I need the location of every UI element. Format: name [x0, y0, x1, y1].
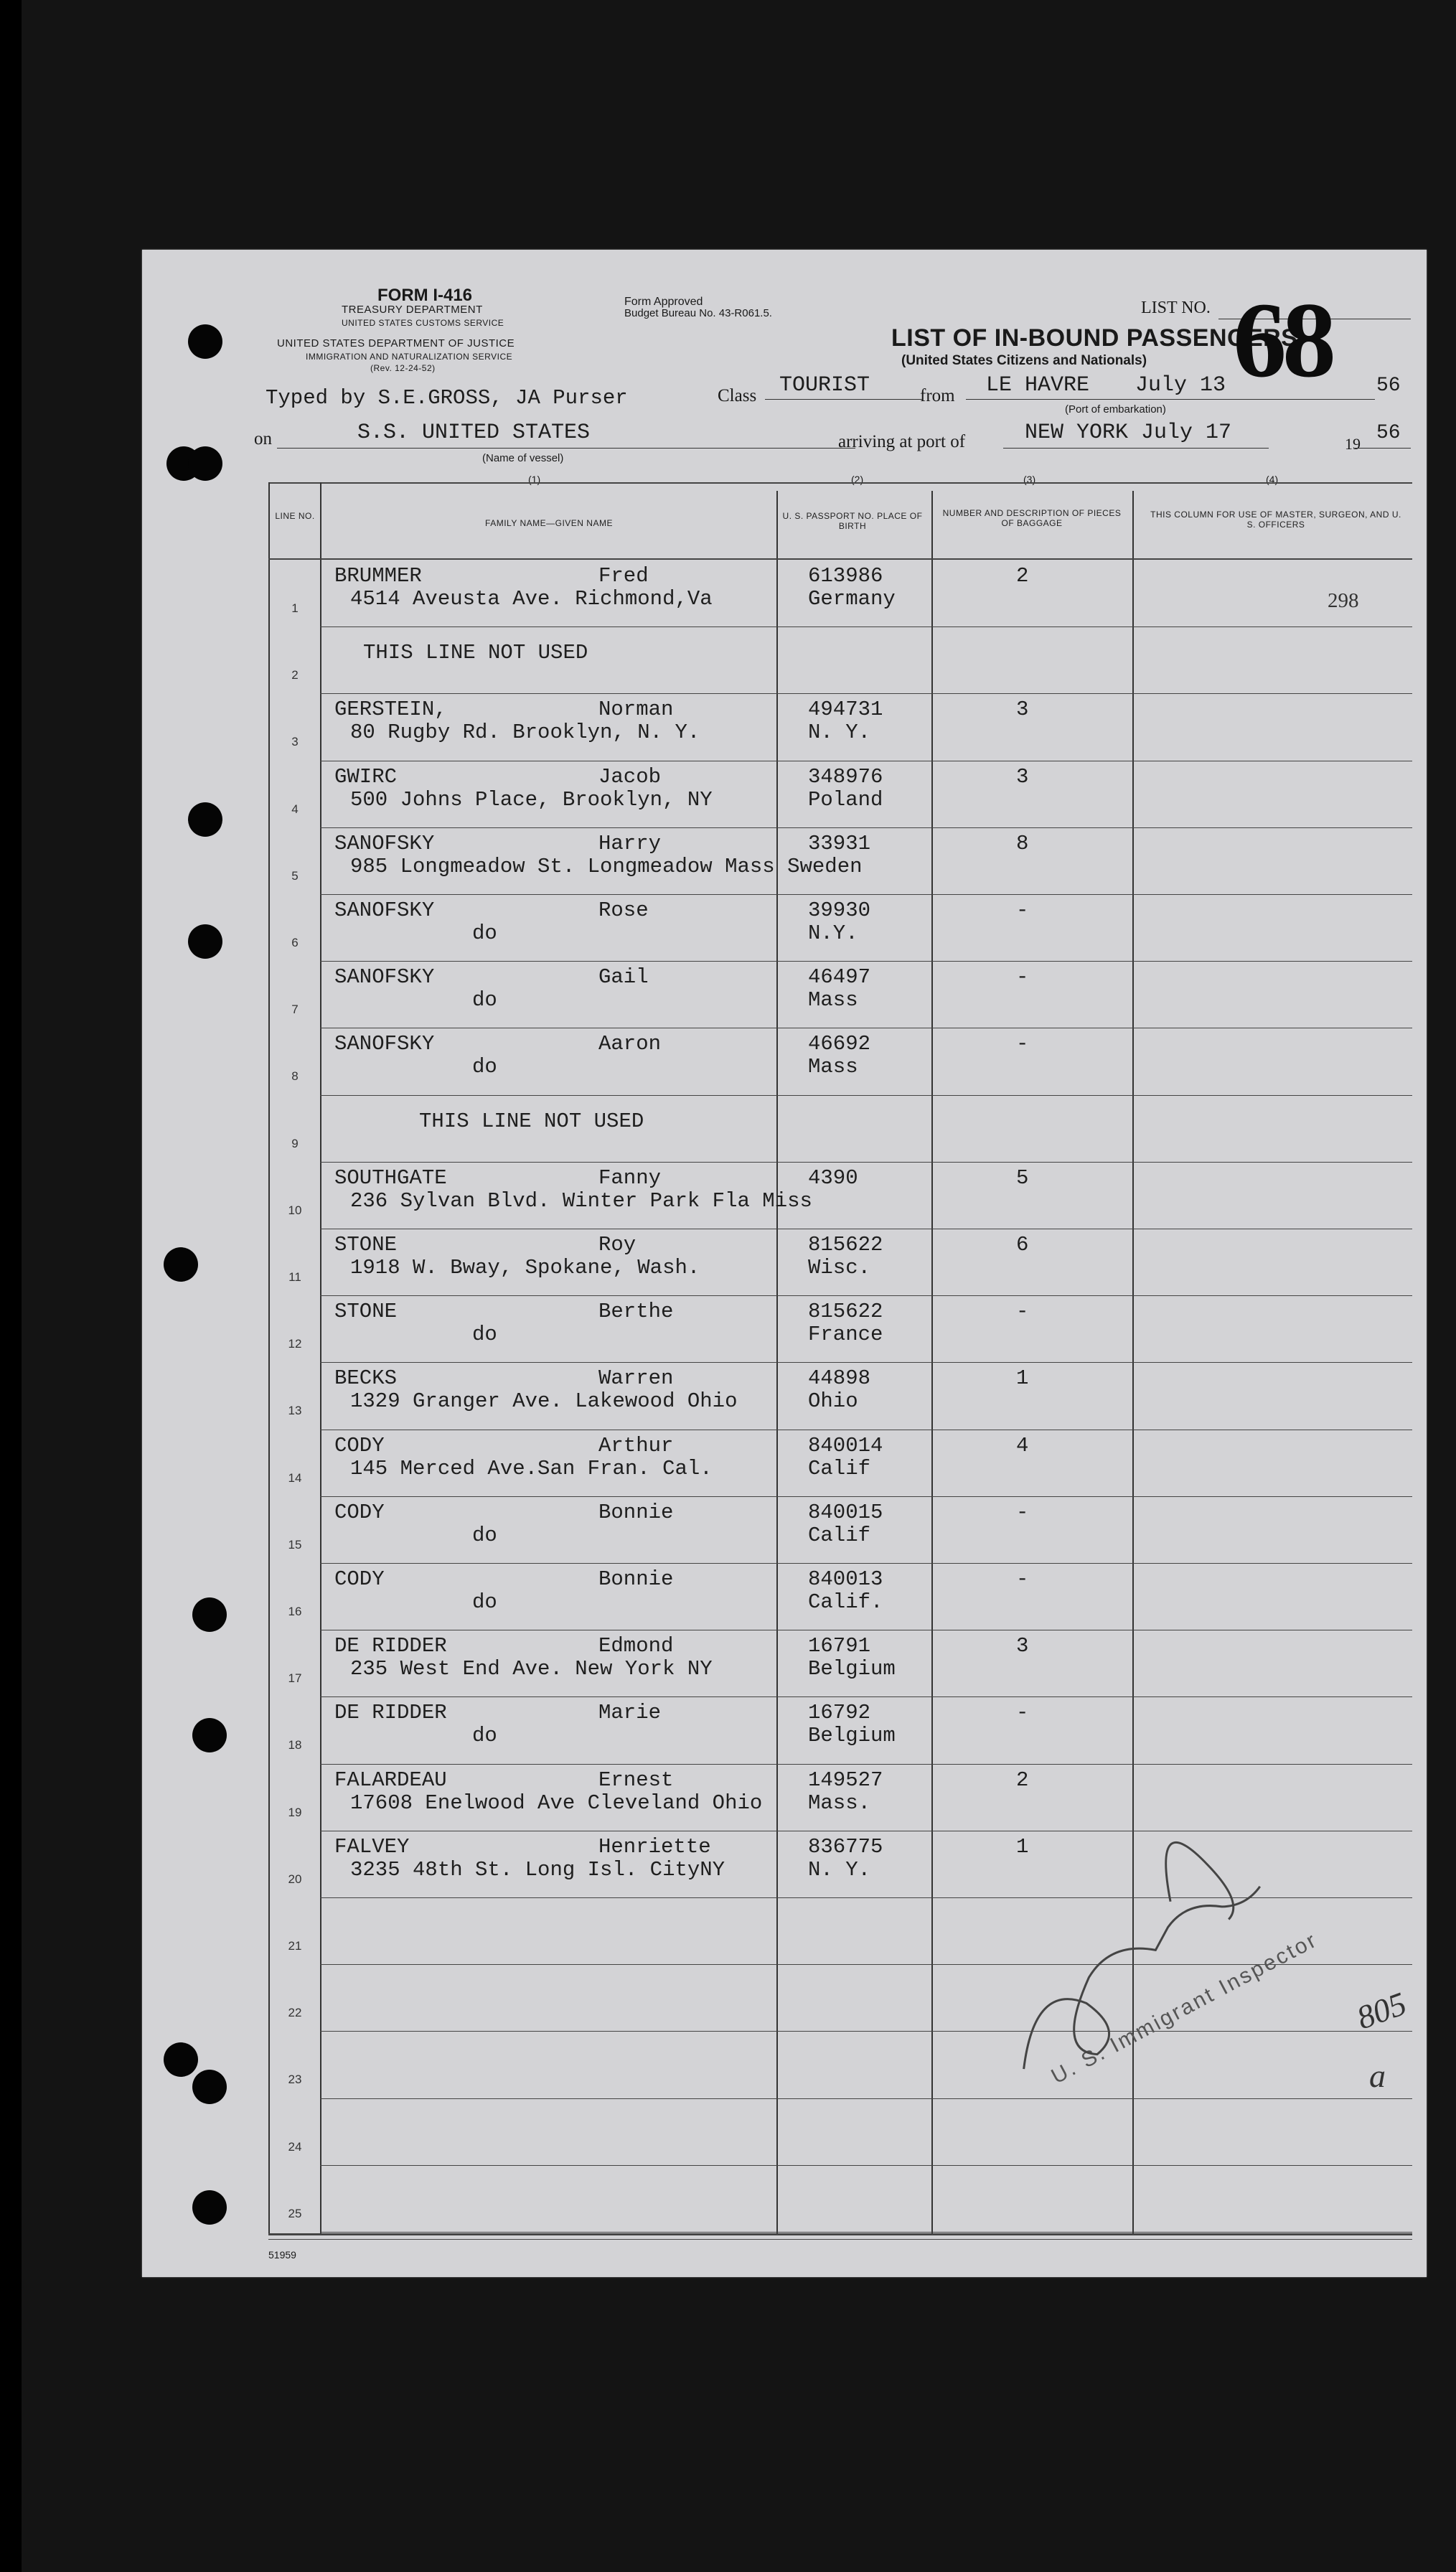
baggage-count: 2	[1016, 564, 1029, 588]
list-no-label: LIST NO.	[1141, 299, 1211, 317]
place-of-birth: Mass.	[808, 1790, 871, 1815]
given-name: Bonnie	[598, 1567, 674, 1591]
passport-number: 39930	[808, 898, 871, 922]
row-divider	[320, 1696, 1412, 1697]
row-divider	[320, 1095, 1412, 1096]
baggage-count: -	[1016, 1300, 1029, 1324]
place-of-birth: France	[808, 1323, 883, 1347]
baggage-count: 6	[1016, 1233, 1029, 1257]
passport-number: 840013	[808, 1567, 883, 1591]
family-name: CODY	[334, 1433, 385, 1458]
left-black-strip	[0, 0, 22, 2572]
line-number: 2	[291, 668, 299, 682]
place-of-birth: N. Y.	[808, 1857, 871, 1882]
embark-port: LE HAVRE	[986, 373, 1090, 398]
line-number: 1	[291, 601, 299, 615]
given-name: Fanny	[598, 1165, 662, 1190]
row-divider	[320, 626, 1412, 627]
passport-number: 16792	[808, 1701, 871, 1725]
col-head-passport: U. S. PASSPORT NO. PLACE OF BIRTH	[782, 511, 923, 531]
line-number: 17	[288, 1671, 302, 1686]
family-name: STONE	[334, 1233, 398, 1257]
col-num-1: (1)	[528, 474, 541, 485]
class-label: Class	[718, 386, 757, 405]
family-name: CODY	[334, 1500, 385, 1524]
passport-number: 815622	[808, 1233, 883, 1257]
line-number: 6	[291, 936, 299, 949]
officer-note: 298	[1328, 589, 1359, 612]
line-number: 14	[288, 1470, 302, 1485]
punch-hole	[164, 2042, 198, 2077]
address: 235 West End Ave. New York NY	[350, 1657, 713, 1681]
family-name: SANOFSKY	[334, 831, 435, 855]
family-name: CODY	[334, 1567, 385, 1591]
punch-hole	[188, 924, 222, 959]
vessel-caption: (Name of vessel)	[482, 452, 564, 464]
line-number: 13	[288, 1404, 302, 1418]
ditto-mark: do	[472, 988, 497, 1013]
line-number: 24	[288, 2139, 302, 2154]
line-number: 19	[288, 1805, 302, 1819]
given-name: Norman	[598, 698, 674, 722]
line-number: 4	[291, 802, 299, 816]
baggage-count: 1	[1016, 1834, 1029, 1859]
col-num-3: (3)	[1023, 474, 1036, 485]
class-value: TOURIST	[779, 373, 870, 398]
address: 17608 Enelwood Ave Cleveland Ohio	[350, 1790, 763, 1815]
passport-number: 840015	[808, 1500, 883, 1524]
given-name: Ernest	[598, 1768, 674, 1792]
ditto-mark: do	[472, 921, 497, 945]
row-divider	[320, 894, 1412, 895]
line-not-used: THIS LINE NOT USED	[363, 641, 588, 665]
family-name: DE RIDDER	[334, 1634, 447, 1658]
family-name: BECKS	[334, 1366, 398, 1391]
baggage-count: 3	[1016, 698, 1029, 722]
place-of-birth: Wisc.	[808, 1256, 871, 1280]
row-divider	[320, 1563, 1412, 1564]
dept-customs: UNITED STATES CUSTOMS SERVICE	[342, 318, 504, 328]
baggage-count: -	[1016, 1567, 1029, 1591]
line-number: 15	[288, 1537, 302, 1552]
ditto-mark: do	[472, 1055, 497, 1079]
ditto-mark: do	[472, 1724, 497, 1748]
given-name: Jacob	[598, 764, 662, 789]
given-name: Henriette	[598, 1834, 711, 1859]
baggage-count: -	[1016, 965, 1029, 990]
given-name: Bonnie	[598, 1500, 674, 1524]
line-number: 10	[288, 1203, 302, 1217]
punch-hole	[188, 446, 222, 481]
given-name: Warren	[598, 1366, 674, 1391]
form-code: 51959	[268, 2249, 296, 2261]
ditto-mark: do	[472, 1323, 497, 1347]
passport-number: 840014	[808, 1433, 883, 1458]
place-of-birth: Calif	[808, 1456, 871, 1480]
punch-hole	[192, 1597, 227, 1632]
passport-number: 46692	[808, 1032, 871, 1056]
row-divider	[320, 1295, 1412, 1296]
family-name: SANOFSKY	[334, 965, 435, 990]
line-number: 5	[291, 868, 299, 883]
line-number: 8	[291, 1069, 299, 1084]
col-num-2: (2)	[851, 474, 864, 485]
passport-number: 348976	[808, 764, 883, 789]
dept-treasury: TREASURY DEPARTMENT	[342, 304, 483, 316]
family-name: SANOFSKY	[334, 898, 435, 922]
family-name: SOUTHGATE	[334, 1165, 447, 1190]
baggage-count: -	[1016, 1500, 1029, 1524]
arrival-port-date: NEW YORK July 17	[1025, 421, 1232, 445]
passport-number: 836775	[808, 1834, 883, 1859]
embark-year: 56	[1376, 375, 1401, 397]
line-number: 18	[288, 1738, 302, 1752]
dept-justice: UNITED STATES DEPARTMENT OF JUSTICE	[277, 337, 515, 349]
baggage-count: -	[1016, 1032, 1029, 1056]
baggage-count: 4	[1016, 1433, 1029, 1458]
line-not-used: THIS LINE NOT USED	[419, 1109, 644, 1133]
line-number: 25	[288, 2206, 302, 2220]
passport-number: 613986	[808, 564, 883, 588]
place-of-birth: Mass	[808, 988, 858, 1013]
stamp-letter: a	[1369, 2057, 1386, 2094]
place-of-birth: Ohio	[808, 1389, 858, 1414]
place-of-birth: Mass	[808, 1055, 858, 1079]
given-name: Berthe	[598, 1300, 674, 1324]
arrival-year: 56	[1376, 422, 1401, 444]
punch-hole	[188, 324, 222, 359]
typed-by: Typed by S.E.GROSS, JA Purser	[266, 386, 628, 410]
place-of-birth: Belgium	[808, 1657, 896, 1681]
from-label: from	[920, 386, 955, 405]
row-divider	[320, 2232, 1412, 2233]
list-number-stamp: 68	[1233, 281, 1332, 400]
row-divider	[320, 1496, 1412, 1497]
passport-number: 44898	[808, 1366, 871, 1391]
family-name: STONE	[334, 1300, 398, 1324]
punch-hole	[192, 2190, 227, 2225]
arriving-label: arriving at port of	[838, 432, 966, 451]
family-name: FALARDEAU	[334, 1768, 447, 1792]
address: 1329 Granger Ave. Lakewood Ohio	[350, 1389, 738, 1414]
family-name: SANOFSKY	[334, 1032, 435, 1056]
passport-number: 149527	[808, 1768, 883, 1792]
form-number: FORM I-416	[377, 286, 473, 305]
budget-bureau: Budget Bureau No. 43-R061.5.	[624, 307, 772, 319]
row-divider	[320, 693, 1412, 694]
punch-hole	[192, 2070, 227, 2104]
given-name: Aaron	[598, 1032, 662, 1056]
place-of-birth: Calif.	[808, 1590, 883, 1614]
given-name: Arthur	[598, 1433, 674, 1458]
family-name: FALVEY	[334, 1834, 410, 1859]
line-number: 9	[291, 1136, 299, 1150]
passport-number: 815622	[808, 1300, 883, 1324]
stamp-number: 805	[1351, 1984, 1412, 2037]
punch-hole	[164, 1247, 198, 1282]
line-number: 21	[288, 1939, 302, 1953]
address: 3235 48th St. Long Isl. CityNY	[350, 1857, 725, 1882]
place-of-birth: Germany	[808, 587, 896, 611]
baggage-count: 1	[1016, 1366, 1029, 1391]
baggage-count: 5	[1016, 1165, 1029, 1190]
form-subtitle: (United States Citizens and Nationals)	[901, 353, 1147, 368]
passport-number: 4390	[808, 1165, 858, 1190]
family-name: BRUMMER	[334, 564, 422, 588]
inspector-stamp	[931, 1771, 1419, 2173]
given-name: Roy	[598, 1233, 637, 1257]
address: 145 Merced Ave.San Fran. Cal.	[350, 1456, 713, 1480]
on-label: on	[254, 429, 272, 449]
manifest-page	[142, 250, 1427, 2277]
line-number: 12	[288, 1337, 302, 1351]
punch-hole	[188, 802, 222, 837]
row-divider	[320, 1764, 1412, 1765]
line-number: 7	[291, 1003, 299, 1017]
baggage-count: 8	[1016, 831, 1029, 855]
given-name: Edmond	[598, 1634, 674, 1658]
place-of-birth: N.Y.	[808, 921, 858, 945]
dept-ins: IMMIGRATION AND NATURALIZATION SERVICE	[306, 352, 513, 362]
col-head-officers: THIS COLUMN FOR USE OF MASTER, SURGEON, AND U. S. OFFICERS	[1150, 510, 1401, 530]
baggage-count: 3	[1016, 1634, 1029, 1658]
stamp-text: U. S. Immigrant Inspector	[1047, 1928, 1322, 2089]
place-of-birth: Poland	[808, 787, 883, 812]
place-of-birth: N. Y.	[808, 721, 871, 745]
line-number: 20	[288, 1872, 302, 1886]
signature-flourish	[1147, 1831, 1240, 1940]
form-rev: (Rev. 12-24-52)	[370, 363, 436, 373]
place-of-birth: Belgium	[808, 1724, 896, 1748]
form-approved: Form Approved	[624, 296, 703, 308]
row-divider	[320, 1162, 1412, 1163]
address: 500 Johns Place, Brooklyn, NY	[350, 787, 713, 812]
row-divider	[320, 1362, 1412, 1363]
place-of-birth: Calif	[808, 1523, 871, 1547]
punch-hole	[192, 1718, 227, 1752]
baggage-count: -	[1016, 1701, 1029, 1725]
col-head-baggage: NUMBER AND DESCRIPTION OF PIECES OF BAGGAGE	[942, 508, 1122, 528]
family-name: GERSTEIN,	[334, 698, 447, 722]
passport-number: 33931	[808, 831, 871, 855]
given-name: Harry	[598, 831, 662, 855]
given-name: Gail	[598, 965, 649, 990]
baggage-count: 3	[1016, 764, 1029, 789]
line-number: 22	[288, 2006, 302, 2020]
passport-number: 494731	[808, 698, 883, 722]
line-number: 3	[291, 735, 299, 749]
address: 1918 W. Bway, Spokane, Wash.	[350, 1256, 700, 1280]
address: 985 Longmeadow St. Longmeadow Mass Sweden	[350, 854, 863, 878]
passport-number: 46497	[808, 965, 871, 990]
col-num-4: (4)	[1266, 474, 1279, 485]
address: 80 Rugby Rd. Brooklyn, N. Y.	[350, 721, 700, 745]
line-number: 11	[288, 1270, 301, 1284]
row-divider	[320, 827, 1412, 828]
passport-number: 16791	[808, 1634, 871, 1658]
form-title: LIST OF IN-BOUND PASSENGERS	[891, 324, 1298, 352]
address: 4514 Aveusta Ave. Richmond,Va	[350, 587, 713, 611]
year-prefix: 19	[1345, 435, 1361, 453]
line-number: 16	[288, 1605, 302, 1618]
given-name: Marie	[598, 1701, 662, 1725]
ditto-mark: do	[472, 1590, 497, 1614]
baggage-count: 2	[1016, 1768, 1029, 1792]
embark-date: July 13	[1135, 373, 1226, 398]
family-name: GWIRC	[334, 764, 398, 789]
ditto-mark: do	[472, 1523, 497, 1547]
baggage-count: -	[1016, 898, 1029, 922]
address: 236 Sylvan Blvd. Winter Park Fla Miss	[350, 1188, 812, 1213]
vessel-name: S.S. UNITED STATES	[357, 421, 591, 445]
given-name: Rose	[598, 898, 649, 922]
given-name: Fred	[598, 564, 649, 588]
col-head-name: FAMILY NAME—GIVEN NAME	[485, 518, 613, 528]
row-divider	[320, 961, 1412, 962]
line-number: 23	[288, 2073, 302, 2087]
col-head-line: LINE NO.	[275, 511, 315, 521]
family-name: DE RIDDER	[334, 1701, 447, 1725]
embark-caption: (Port of embarkation)	[1065, 403, 1166, 416]
